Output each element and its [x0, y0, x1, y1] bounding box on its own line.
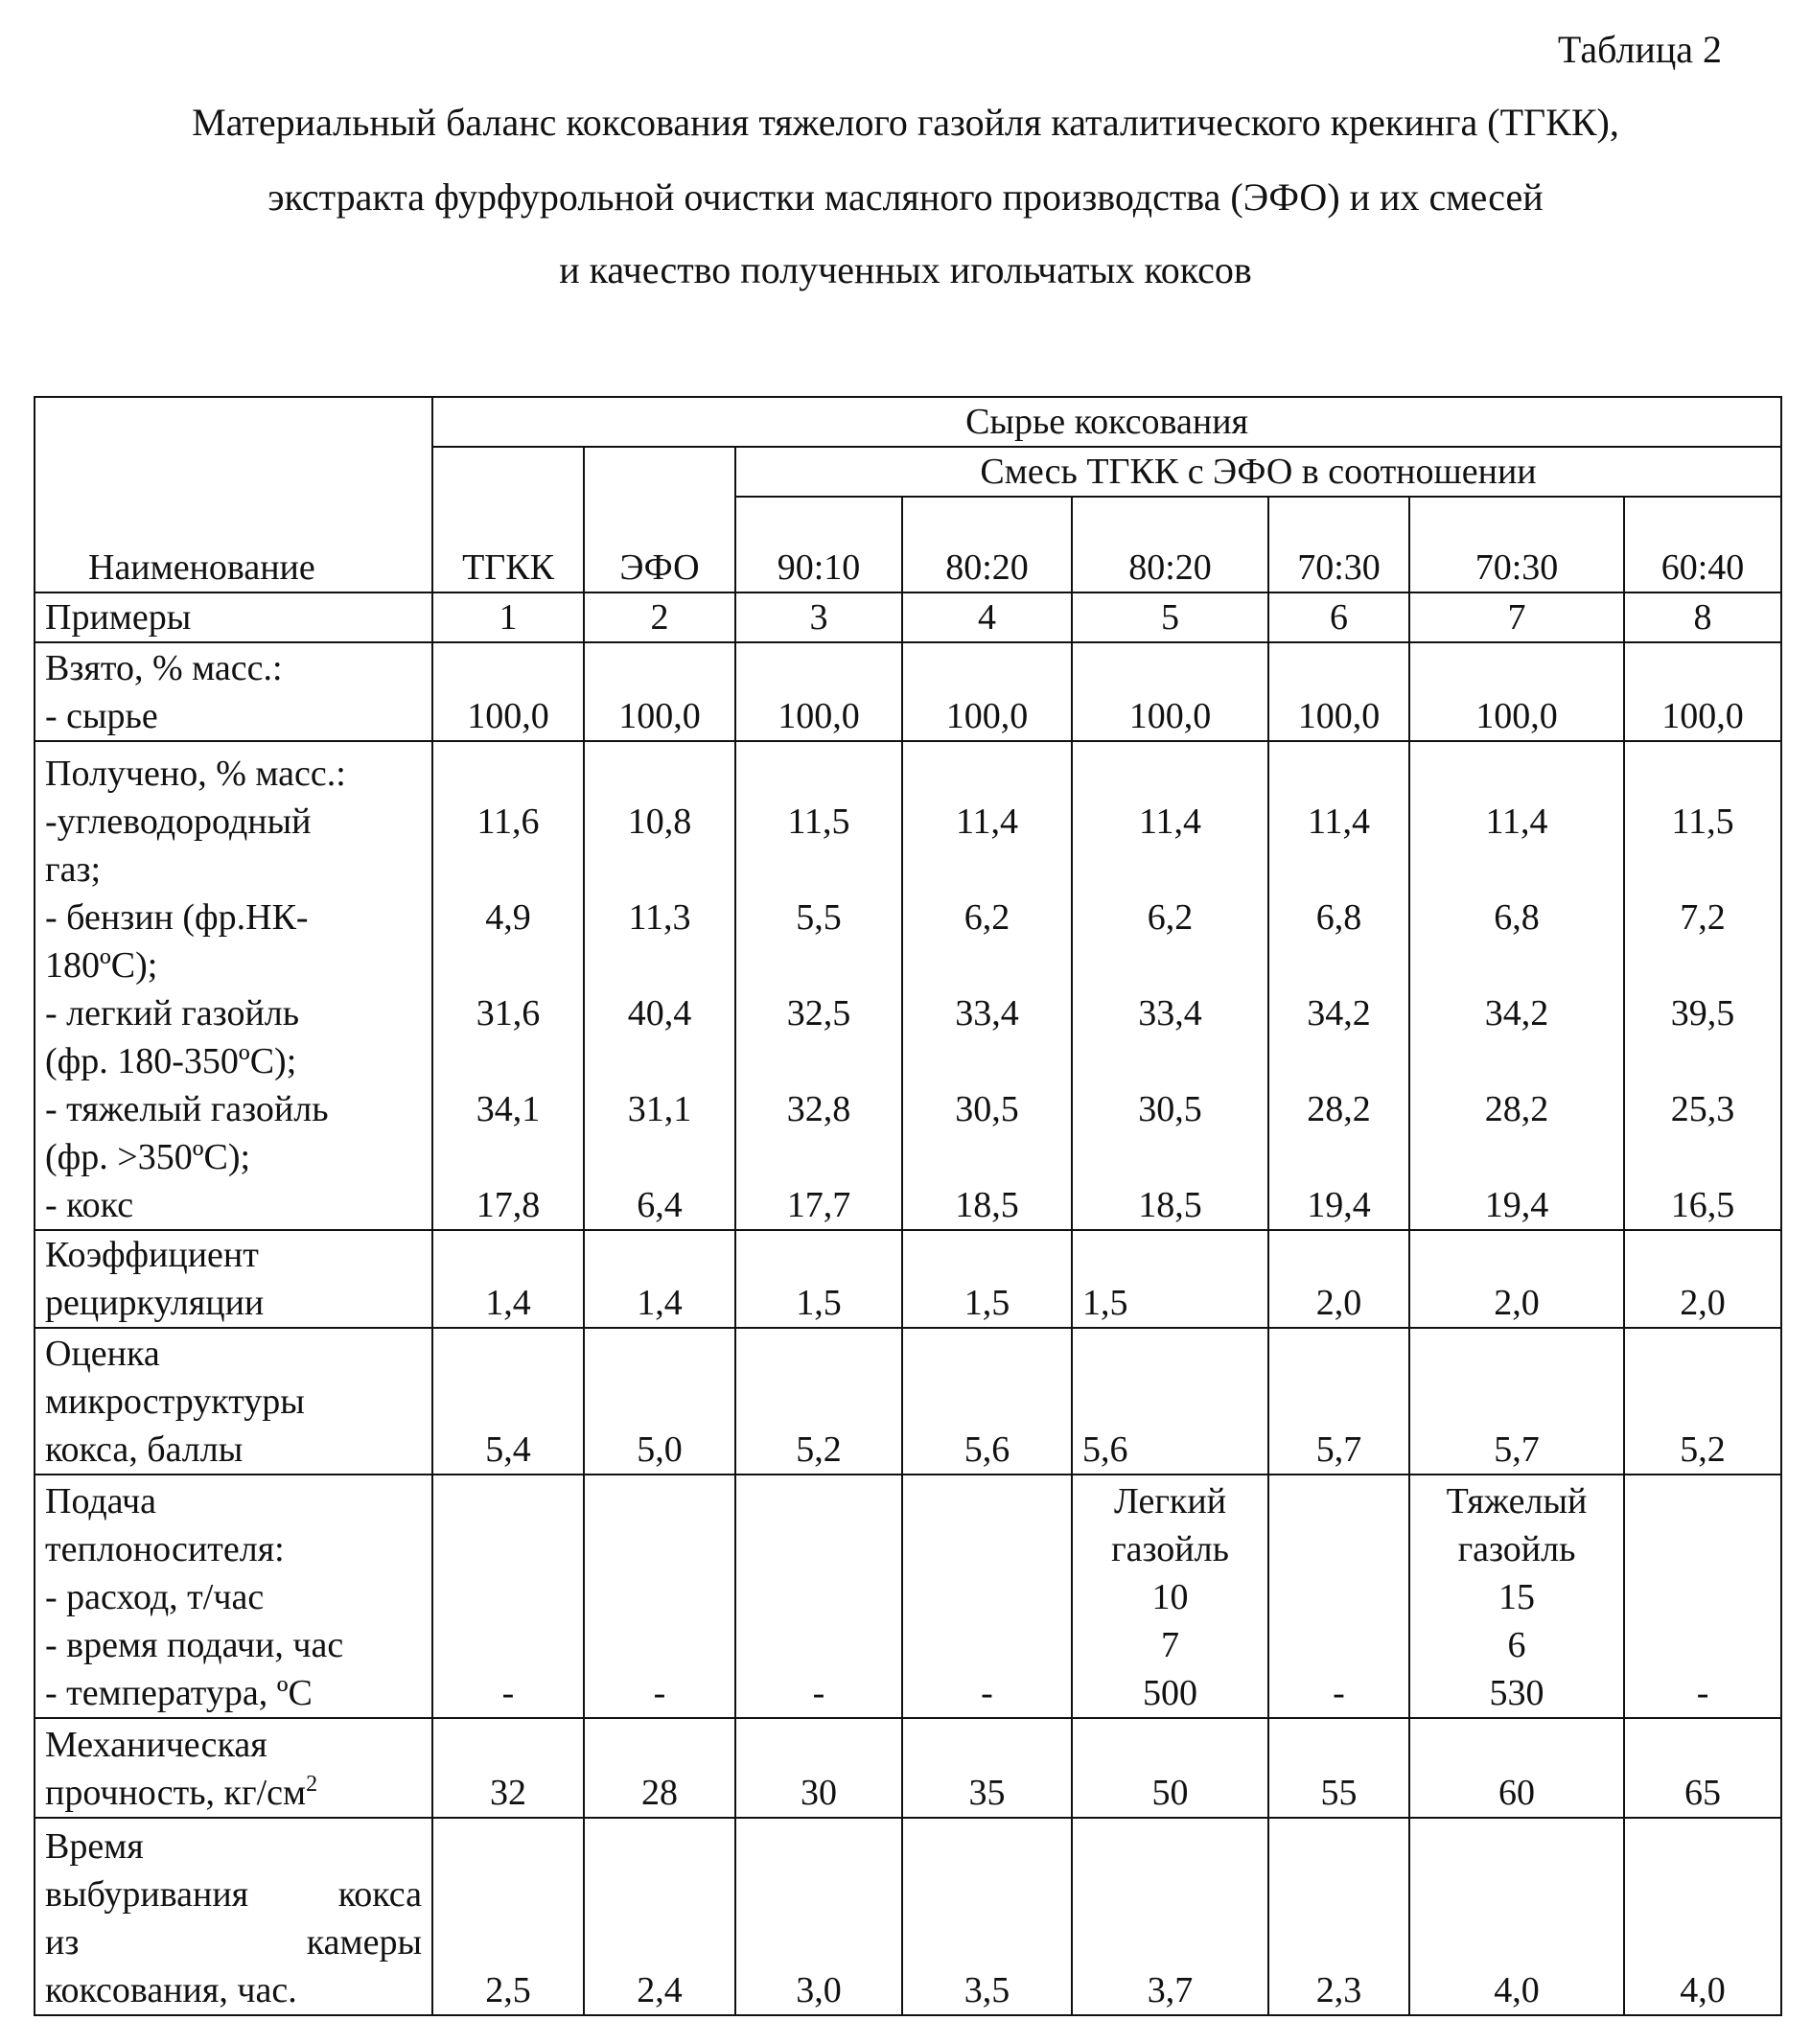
received-col	[902, 741, 1072, 1230]
cell-value	[1279, 750, 1399, 798]
label-line: выбуривания кокса	[45, 1874, 422, 1915]
cell-value	[913, 941, 1061, 989]
cell-value: 6,8	[1315, 897, 1362, 938]
table-row-received	[35, 741, 1781, 1230]
dash: -	[981, 1673, 993, 1713]
cell: 5	[1072, 592, 1268, 642]
received-col	[735, 741, 902, 1230]
row-label-strength	[35, 1718, 432, 1818]
row-label-examples: Примеры	[35, 592, 432, 642]
cell-value	[913, 1037, 1061, 1085]
label-line: 180ºС);	[45, 945, 158, 986]
cell: 8	[1624, 592, 1781, 642]
cell: 6	[1268, 592, 1409, 642]
cell	[902, 1475, 1072, 1718]
cell-value: 33,4	[955, 993, 1019, 1034]
received-col	[1624, 741, 1781, 1230]
cell-value	[594, 1133, 725, 1181]
cell-value: 17,8	[476, 1185, 541, 1225]
table-number: Таблица 2	[1557, 28, 1722, 71]
cell: 5,6	[902, 1328, 1072, 1475]
label-line: Оценка	[45, 1334, 160, 1374]
header-row-feed	[35, 397, 1781, 447]
cell-value: 25,3	[1670, 1089, 1735, 1129]
ratio-cell: 90:10	[735, 497, 902, 592]
cell-value	[1082, 1133, 1258, 1181]
label-line: - бензин (фр.НК-	[45, 897, 309, 938]
label-line: - легкий газойль	[45, 993, 300, 1034]
row-label-drilling	[35, 1818, 432, 2015]
cell-value	[746, 750, 892, 798]
cell	[432, 1818, 584, 2015]
cell: 100,0	[1268, 642, 1409, 741]
cell-value: 18,5	[1138, 1185, 1202, 1225]
ratio-cell: 70:30	[1268, 497, 1409, 592]
cell	[735, 1818, 902, 2015]
dash: -	[501, 1673, 515, 1713]
cell-value	[1279, 846, 1399, 894]
cell-line: Легкий	[1113, 1481, 1227, 1521]
cell-value: 11,4	[1138, 801, 1202, 842]
label-line: теплоносителя:	[45, 1529, 285, 1569]
label-line	[45, 1769, 422, 1817]
label-text: прочность, кг/см	[45, 1773, 307, 1813]
cell-value: 11,5	[787, 801, 850, 842]
cell-value	[443, 941, 573, 989]
cell-line: 530	[1489, 1673, 1544, 1713]
cell: 30	[735, 1718, 902, 1818]
cell-value	[1635, 1133, 1771, 1181]
received-col	[584, 741, 735, 1230]
cell: 2,0	[1624, 1230, 1781, 1328]
cell: 4	[902, 592, 1072, 642]
cell-line: газойль	[1111, 1529, 1229, 1569]
cell-value	[443, 750, 573, 798]
cell-value	[594, 846, 725, 894]
cell: 100,0	[902, 642, 1072, 741]
table-row-taken	[35, 642, 1781, 741]
cell: 5,6	[1072, 1328, 1268, 1475]
dash: -	[1696, 1673, 1709, 1713]
cell-value: 28,2	[1307, 1089, 1371, 1129]
cell-value	[1635, 846, 1771, 894]
cell-value: 31,1	[627, 1089, 692, 1129]
table-title-line-2: экстракта фурфурольной очистки масляного производства (ЭФО) и их смесей	[267, 175, 1544, 219]
cell-line: 10	[1151, 1577, 1189, 1617]
table-row-heat-carrier	[35, 1475, 1781, 1718]
cell-value	[1420, 750, 1614, 798]
cell-value: 6,2	[1147, 897, 1194, 938]
cell: 100,0	[1409, 642, 1624, 741]
label-line: рециркуляции	[45, 1283, 265, 1323]
label-line: - тяжелый газойль	[45, 1089, 329, 1129]
cell: 28	[584, 1718, 735, 1818]
table-row-examples	[35, 592, 1781, 642]
cell-value	[443, 1133, 573, 1181]
cell-line: 6	[1507, 1625, 1526, 1665]
cell-value	[1420, 1133, 1614, 1181]
cell-value: 10,8	[627, 801, 692, 842]
label-line: коксования, час.	[45, 1970, 297, 2010]
cell-value: 11,5	[1671, 801, 1734, 842]
cell: 5,2	[735, 1328, 902, 1475]
cell: 2,0	[1268, 1230, 1409, 1328]
header-efo: ЭФО	[584, 447, 735, 592]
row-label-taken	[35, 642, 432, 741]
received-col	[432, 741, 584, 1230]
label-line: кокса, баллы	[45, 1429, 244, 1470]
cell-value: 6,8	[1494, 897, 1540, 938]
cell-value: 19,4	[1307, 1185, 1371, 1225]
superscript: 2	[306, 1772, 318, 1797]
cell-value: 32,8	[786, 1089, 851, 1129]
cell-value	[443, 846, 573, 894]
cell-value	[746, 846, 892, 894]
row-label-recirculation	[35, 1230, 432, 1328]
cell-value	[1279, 941, 1399, 989]
cell	[432, 1475, 584, 1718]
cell-value	[746, 1037, 892, 1085]
cell-value: 17,7	[786, 1185, 851, 1225]
cell-value: 11,6	[476, 801, 540, 842]
cell: 5,7	[1268, 1328, 1409, 1475]
cell	[1268, 1818, 1409, 2015]
label-line: Взято, % масс.:	[45, 648, 283, 688]
cell-value: 33,4	[1138, 993, 1202, 1034]
cell: 100,0	[1624, 642, 1781, 741]
cell	[1409, 1475, 1624, 1718]
cell-value: 3,5	[964, 1970, 1010, 2010]
cell-value	[1635, 750, 1771, 798]
cell-line: газойль	[1457, 1529, 1576, 1569]
dash: -	[1333, 1673, 1345, 1713]
cell-value: 31,6	[476, 993, 541, 1034]
table-row-microstructure	[35, 1328, 1781, 1475]
cell-line: Тяжелый	[1446, 1481, 1588, 1521]
cell	[1624, 1818, 1781, 2015]
ratio-cell: 70:30	[1409, 497, 1624, 592]
cell-value	[1082, 1037, 1258, 1085]
row-label-received	[35, 741, 432, 1230]
cell-value: 6,2	[964, 897, 1010, 938]
label-line: - кокс	[45, 1185, 134, 1225]
cell: 100,0	[1072, 642, 1268, 741]
cell-value: 3,0	[796, 1970, 842, 2010]
cell-value: 11,3	[628, 897, 691, 938]
cell-value	[594, 1037, 725, 1085]
header-tgkk: ТГКК	[432, 447, 584, 592]
cell-value: 5,5	[796, 897, 842, 938]
ratio-cell: 60:40	[1624, 497, 1781, 592]
material-balance-table	[34, 396, 1782, 2016]
label-line: - сырье	[45, 696, 158, 736]
cell-value: 30,5	[955, 1089, 1019, 1129]
cell-value	[1635, 941, 1771, 989]
cell-value	[913, 846, 1061, 894]
cell: 5,7	[1409, 1328, 1624, 1475]
cell-value: 19,4	[1484, 1185, 1549, 1225]
cell: 100,0	[584, 642, 735, 741]
cell: 1,5	[1072, 1230, 1268, 1328]
cell: 100,0	[735, 642, 902, 741]
cell: 55	[1268, 1718, 1409, 1818]
table-title-line-1: Материальный баланс коксования тяжелого газойля каталитического крекинга (ТГКК),	[192, 101, 1619, 144]
cell-value	[594, 941, 725, 989]
row-label-heat-carrier	[35, 1475, 432, 1718]
cell-value: 6,4	[637, 1185, 683, 1225]
cell-value: 2,3	[1315, 1970, 1362, 2010]
label-line: (фр. >350ºС);	[45, 1137, 251, 1177]
cell-value	[913, 750, 1061, 798]
cell-value: 32,5	[786, 993, 851, 1034]
cell: 1,5	[735, 1230, 902, 1328]
cell-value	[746, 941, 892, 989]
header-name: Наименование	[35, 397, 432, 592]
received-col	[1268, 741, 1409, 1230]
cell-value: 34,2	[1484, 993, 1549, 1034]
cell	[1268, 1475, 1409, 1718]
cell-value: 40,4	[627, 993, 692, 1034]
cell	[584, 1818, 735, 2015]
cell-value: 3,7	[1147, 1970, 1194, 2010]
cell: 5,0	[584, 1328, 735, 1475]
cell: 2	[584, 592, 735, 642]
cell: 1,4	[432, 1230, 584, 1328]
cell-value	[443, 1037, 573, 1085]
cell	[1409, 1818, 1624, 2015]
cell-value	[913, 1133, 1061, 1181]
cell-line: 500	[1143, 1673, 1197, 1713]
cell-value: 18,5	[955, 1185, 1019, 1225]
cell-value: 11,4	[955, 801, 1019, 842]
table-title-line-3: и качество полученных игольчатых коксов	[559, 248, 1252, 291]
label-line: (фр. 180-350ºС);	[45, 1041, 297, 1081]
cell: 5,4	[432, 1328, 584, 1475]
label-line: - время подачи, час	[45, 1625, 344, 1665]
ratio-cell: 80:20	[1072, 497, 1268, 592]
cell-value	[594, 750, 725, 798]
cell: 50	[1072, 1718, 1268, 1818]
table-row-recirculation	[35, 1230, 1781, 1328]
cell: 1,4	[584, 1230, 735, 1328]
cell: 100,0	[432, 642, 584, 741]
header-mix: Смесь ТГКК с ЭФО в соотношении	[735, 447, 1781, 497]
label-line: Подача	[45, 1481, 157, 1521]
cell	[1072, 1475, 1268, 1718]
cell: 1	[432, 592, 584, 642]
label-line: Механическая	[45, 1725, 267, 1765]
cell-value	[1420, 941, 1614, 989]
received-col	[1072, 741, 1268, 1230]
cell-value	[1082, 750, 1258, 798]
label-line: - температура, ºС	[45, 1673, 313, 1713]
dash: -	[812, 1673, 825, 1713]
cell-value	[1082, 941, 1258, 989]
label-line: - расход, т/час	[45, 1577, 265, 1617]
cell	[1624, 1475, 1781, 1718]
cell-value: 11,4	[1307, 801, 1371, 842]
cell-value	[1082, 846, 1258, 894]
cell: 65	[1624, 1718, 1781, 1818]
label-line: Получено, % масс.:	[45, 754, 346, 794]
cell-value	[1279, 1037, 1399, 1085]
cell	[1072, 1818, 1268, 2015]
cell: 60	[1409, 1718, 1624, 1818]
cell: 7	[1409, 592, 1624, 642]
cell-line: 7	[1161, 1625, 1179, 1665]
label-line: газ;	[45, 849, 102, 890]
label-line: -углеводородный	[45, 801, 312, 842]
cell	[902, 1818, 1072, 2015]
cell-value: 34,1	[476, 1089, 541, 1129]
cell-value	[1420, 846, 1614, 894]
cell-value	[1279, 1133, 1399, 1181]
header-feed: Сырье коксования	[432, 397, 1781, 447]
cell-value	[746, 1133, 892, 1181]
table-row-drilling	[35, 1818, 1781, 2015]
cell-value: 16,5	[1670, 1185, 1735, 1225]
label-line: микроструктуры	[45, 1382, 305, 1422]
table-row-strength	[35, 1718, 1781, 1818]
cell-value: 39,5	[1670, 993, 1735, 1034]
cell: 32	[432, 1718, 584, 1818]
cell-value: 4,0	[1680, 1970, 1726, 2010]
label-line: Время	[45, 1826, 144, 1867]
row-label-microstructure	[35, 1328, 432, 1475]
cell-value: 28,2	[1484, 1089, 1549, 1129]
cell-value: 2,5	[485, 1970, 531, 2010]
cell: 2,0	[1409, 1230, 1624, 1328]
ratio-cell: 80:20	[902, 497, 1072, 592]
cell-value: 11,4	[1485, 801, 1548, 842]
cell-value: 4,0	[1494, 1970, 1540, 2010]
cell-line: 15	[1498, 1577, 1535, 1617]
label-line: Коэффициент	[45, 1235, 259, 1275]
cell-value: 4,9	[485, 897, 531, 938]
label-line: из камеры	[45, 1922, 422, 1963]
cell: 5,2	[1624, 1328, 1781, 1475]
cell	[735, 1475, 902, 1718]
cell-value: 34,2	[1307, 993, 1371, 1034]
cell-value: 30,5	[1138, 1089, 1202, 1129]
cell: 35	[902, 1718, 1072, 1818]
cell	[584, 1475, 735, 1718]
cell-value	[1635, 1037, 1771, 1085]
cell: 3	[735, 592, 902, 642]
cell-value: 7,2	[1680, 897, 1726, 938]
cell: 1,5	[902, 1230, 1072, 1328]
cell-value	[1420, 1037, 1614, 1085]
received-col	[1409, 741, 1624, 1230]
dash: -	[653, 1673, 666, 1713]
cell-value: 2,4	[637, 1970, 683, 2010]
